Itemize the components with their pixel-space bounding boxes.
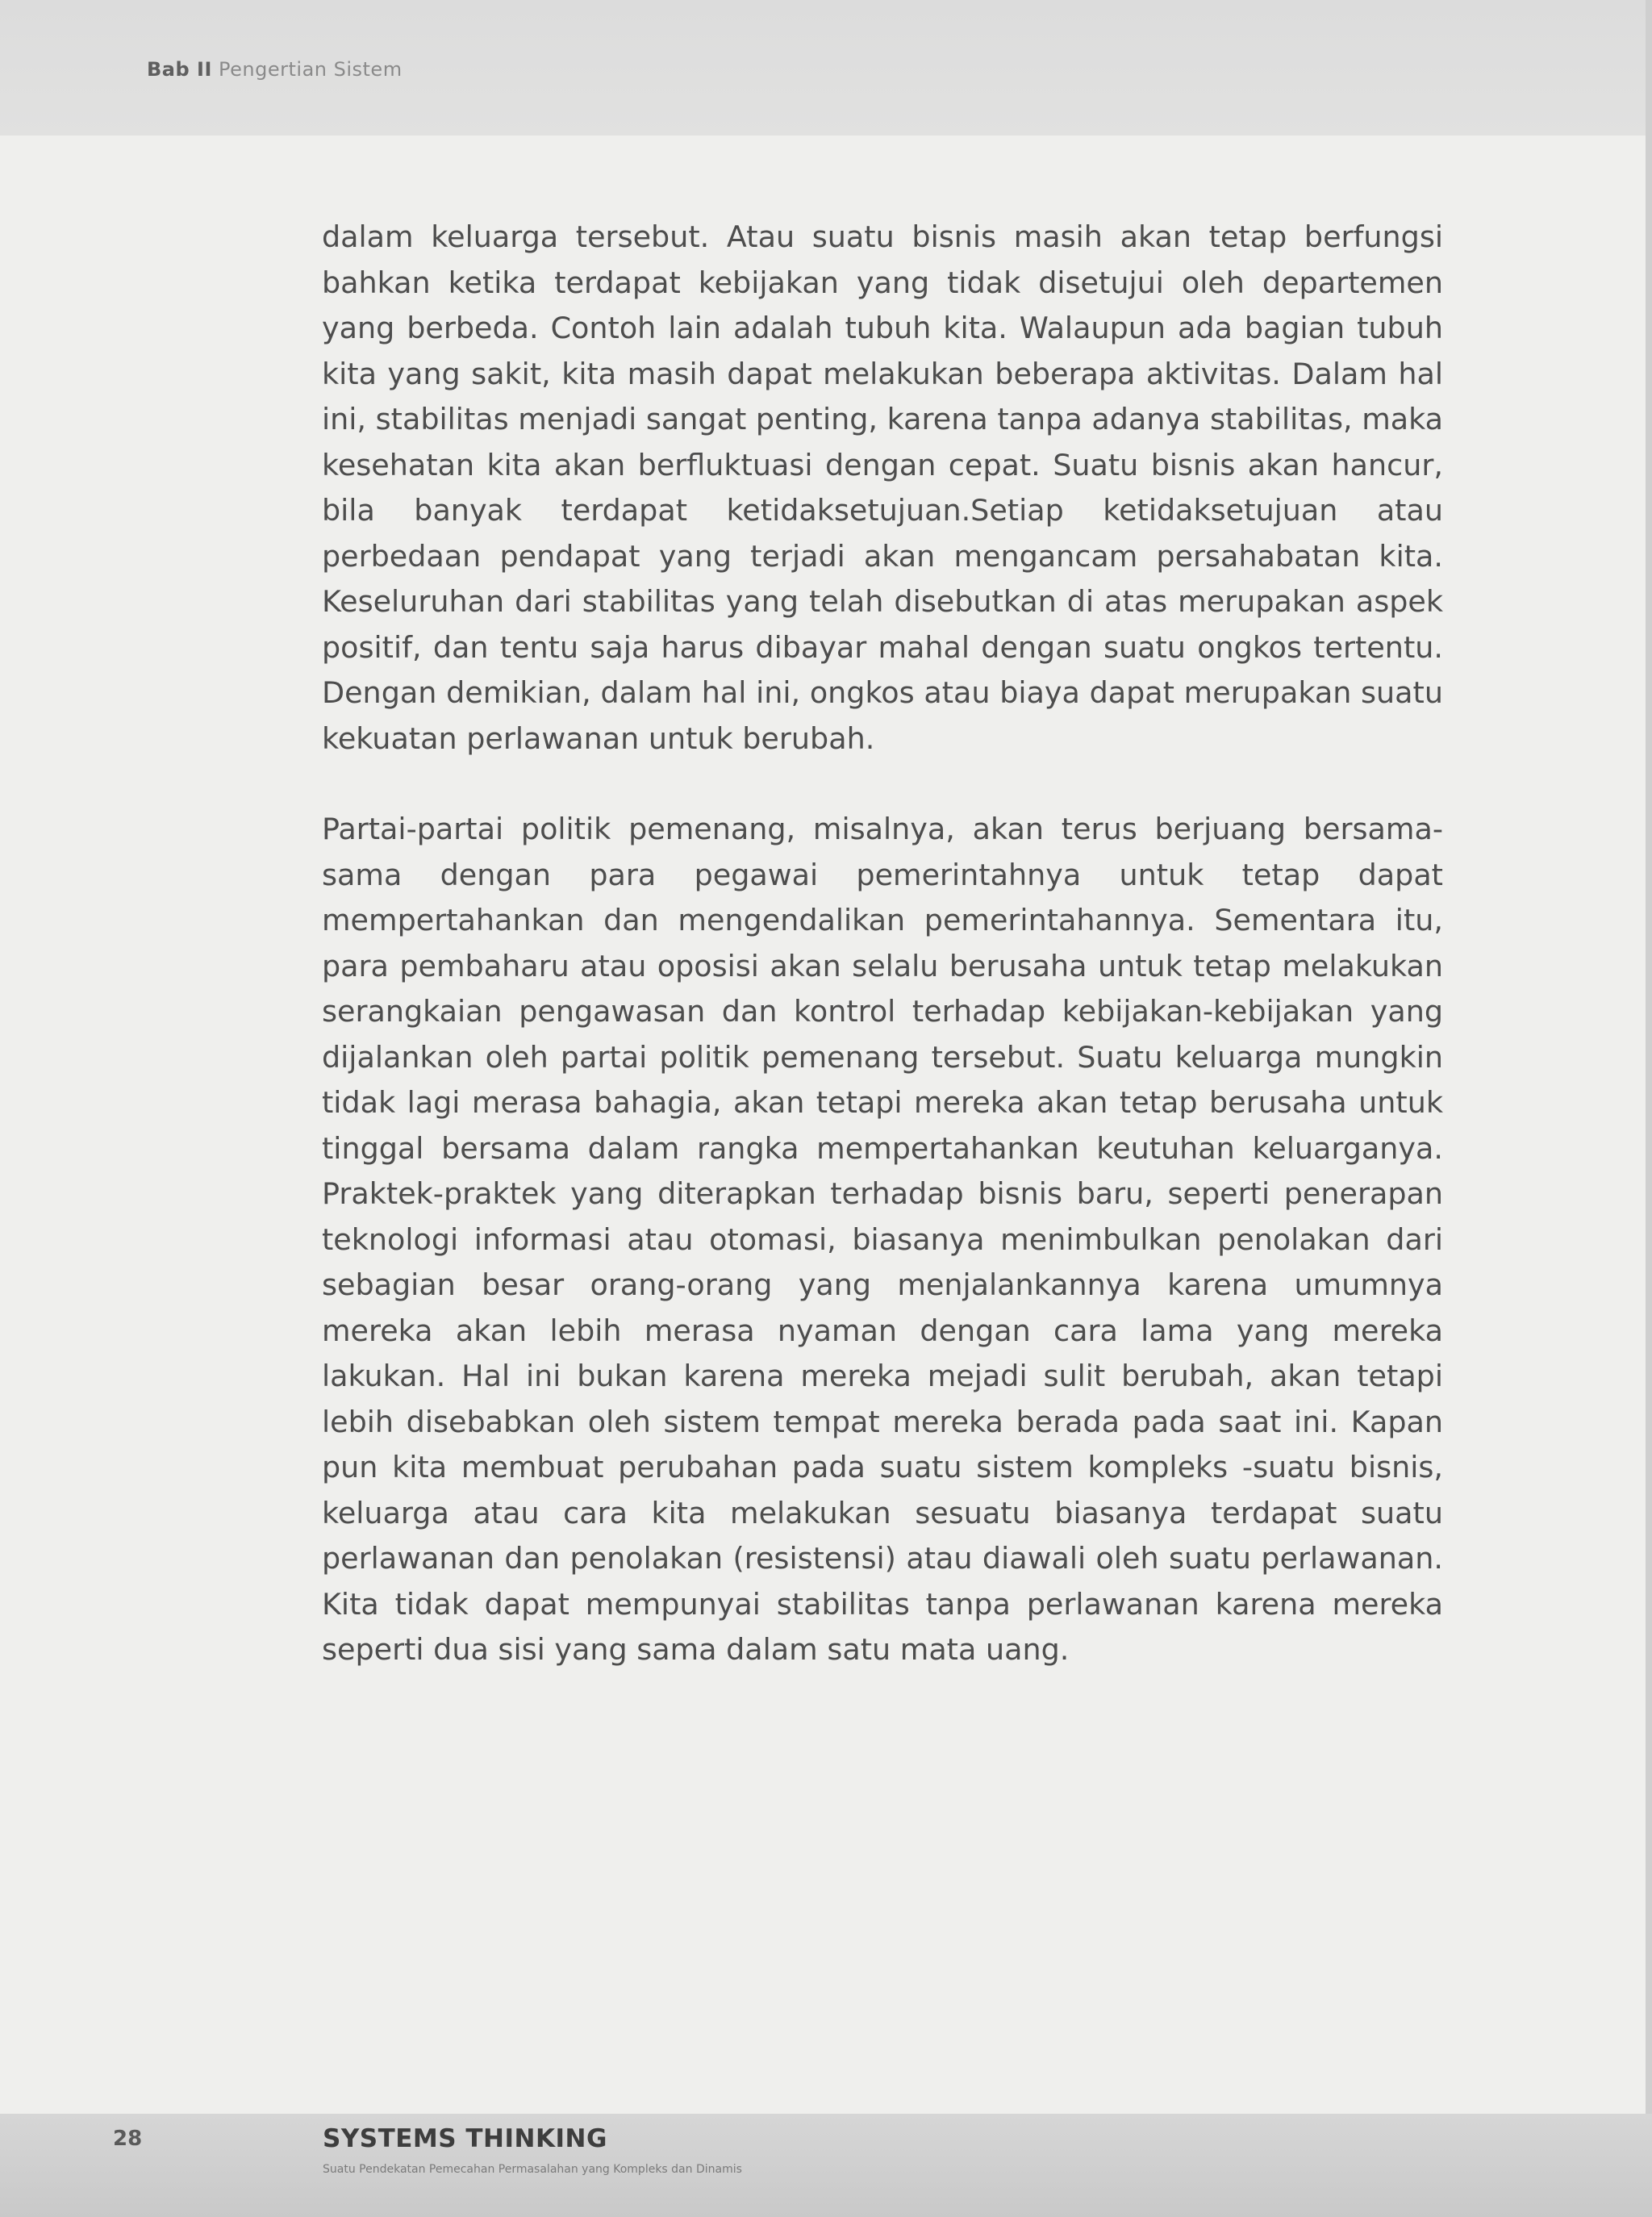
chapter-label: Bab II — [147, 58, 212, 81]
page-edge — [1646, 0, 1652, 2217]
book-subtitle: Suatu Pendekatan Pemecahan Permasalahan yang Kompleks dan Dinamis — [323, 2163, 742, 2176]
book-title: SYSTEMS THINKING — [323, 2124, 607, 2153]
footer-band — [0, 2114, 1652, 2217]
chapter-title: Pengertian Sistem — [219, 58, 403, 81]
paragraph-2: Partai-partai politik pemenang, misalnya, akan terus berjuang bersama-sama dengan para pegawai pemerintahnya untuk tetap dapat mempertahankan dan mengendalikan pemerintahannya. Sementara itu, para pembaharu atau oposisi akan selalu berusaha untuk tetap melakukan serangkaian pengawasan dan kontrol terhadap kebijakan-kebijakan yang dijalankan oleh partai politik pemenang tersebut. Suatu keluarga mungkin tidak lagi merasa bahagia, akan tetapi mereka akan tetap berusaha untuk tinggal bersama dalam rangka mempertahankan keutuhan keluarganya. Praktek-praktek yang diterapkan terhadap bisnis baru, seperti penerapan teknologi informasi atau otomasi, biasanya menimbulkan penolakan dari sebagian besar orang-orang yang menjalankannya karena umumnya mereka akan lebih merasa nyaman dengan cara lama yang mereka lakukan. Hal ini bukan karena mereka mejadi sulit berubah, akan tetapi lebih disebabkan oleh sistem tempat mereka berada pada saat ini. Kapan pun kita membuat perubahan pada suatu sistem kompleks -suatu bisnis, keluarga atau cara kita melakukan sesuatu biasanya terdapat suatu perlawanan dan penolakan (resistensi) atau diawali oleh suatu perlawanan. Kita tidak dapat mempunyai stabilitas tanpa perlawanan karena mereka seperti dua sisi yang sama dalam satu mata uang. — [322, 812, 1443, 1667]
paragraph-1: dalam keluarga tersebut. Atau suatu bisnis masih akan tetap berfungsi bahkan ketika terdapat kebijakan yang tidak disetujui oleh departemen yang berbeda. Contoh lain adalah tubuh kita. Walaupun ada bagian tubuh kita yang sakit, kita masih dapat melakukan beberapa aktivitas. Dalam hal ini, stabilitas menjadi sangat penting, karena tanpa adanya stabilitas, maka kesehatan kita akan berfluktuasi dengan cepat. Suatu bisnis akan hancur, bila banyak terdapat ketidaksetujuan.Setiap ketidaksetujuan atau perbedaan pendapat yang terjadi akan mengancam persahabatan kita. Keseluruhan dari stabilitas yang telah disebutkan di atas merupakan aspek positif, dan tentu saja harus dibayar mahal dengan suatu ongkos tertentu. Dengan demikian, dalam hal ini, ongkos atau biaya dapat merupakan suatu kekuatan perlawanan untuk berubah. — [322, 219, 1443, 756]
running-head — [147, 58, 403, 81]
header-band — [0, 0, 1652, 136]
page-number: 28 — [113, 2127, 143, 2151]
body-text — [322, 215, 1443, 1673]
